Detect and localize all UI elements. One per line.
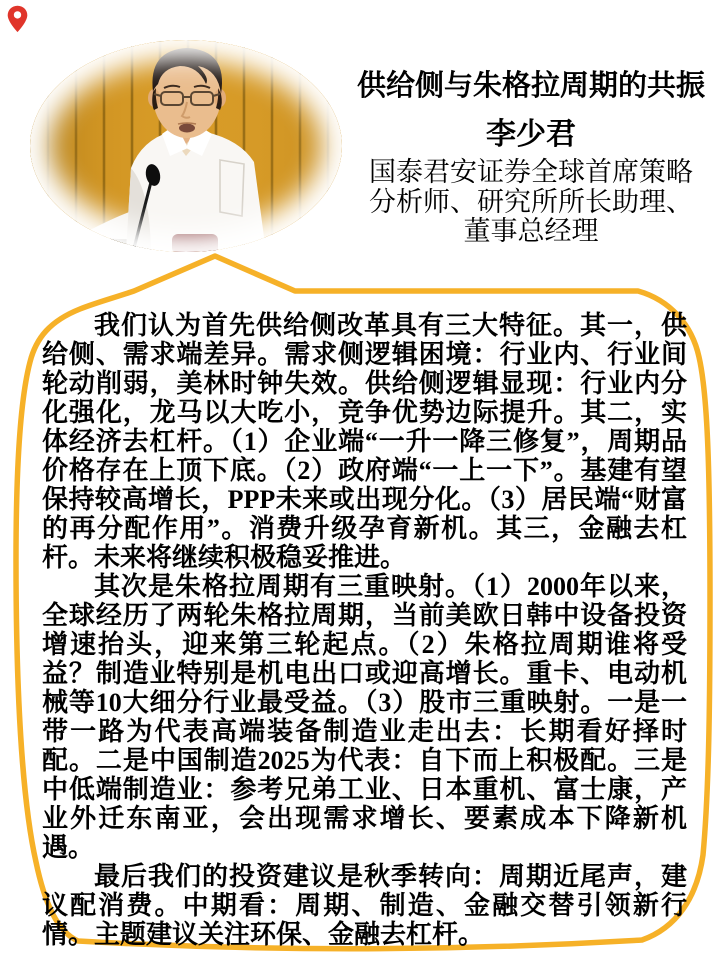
bubble-paragraph: 最后我们的投资建议是秋季转向：周期近尾声，建议配消费。中期看：周期、制造、金融交替引领新行情。主题建议关注环保、金融去杠杆。 (42, 862, 687, 949)
affiliation-line: 国泰君安证券全球首席策略 (369, 157, 693, 187)
affiliation-line: 分析师、研究所所长助理、 (369, 186, 693, 217)
page-title: 供给侧与朱格拉周期的共振 (356, 70, 705, 102)
bubble-paragraph: 我们认为首先供给侧改革具有三大特征。其一，供给侧、需求端差异。需求侧逻辑困境：行业内、行业间轮动削弱，美林时钟失效。供给侧逻辑显现：行业内分化强化，龙马以大吃小，竞争优势边际提升。其二，实体经济去杠杆。（1）企业端“一升一降三修复”，周期品价格存在上顶下底。（2）政府端“一上一下”。基建有望保持较高增长，PPP未来或出现分化。（3）居民端“财富的再分配作用”。消费升级孕育新机。其三，金融去杠杆。未来将继续积极稳妥推进。 (42, 311, 687, 572)
speaker-name: 李少君 (486, 118, 576, 151)
affiliation-line: 董事总经理 (463, 216, 599, 246)
bubble-paragraph: 其次是朱格拉周期有三重映射。（1）2000年以来，全球经历了两轮朱格拉周期，当前美欧日韩中设备投资增速抬头，迎来第三轮起点。（2）朱格拉周期谁将受益？制造业特别是机电出口或迎高增长。重卡、电动机械等10大细分行业最受益。（3）股市三重映射。一是一带一路为代表高端装备制造业走出去：长期看好择时配。二是中国制造2025为代表：自下而上积极配。三是中低端制造业：参考兄弟工业、日本重机、富士康，产业外迁东南亚，会出现需求增长、要素成本下降新机遇。 (42, 572, 687, 862)
bubble-text (42, 311, 687, 949)
